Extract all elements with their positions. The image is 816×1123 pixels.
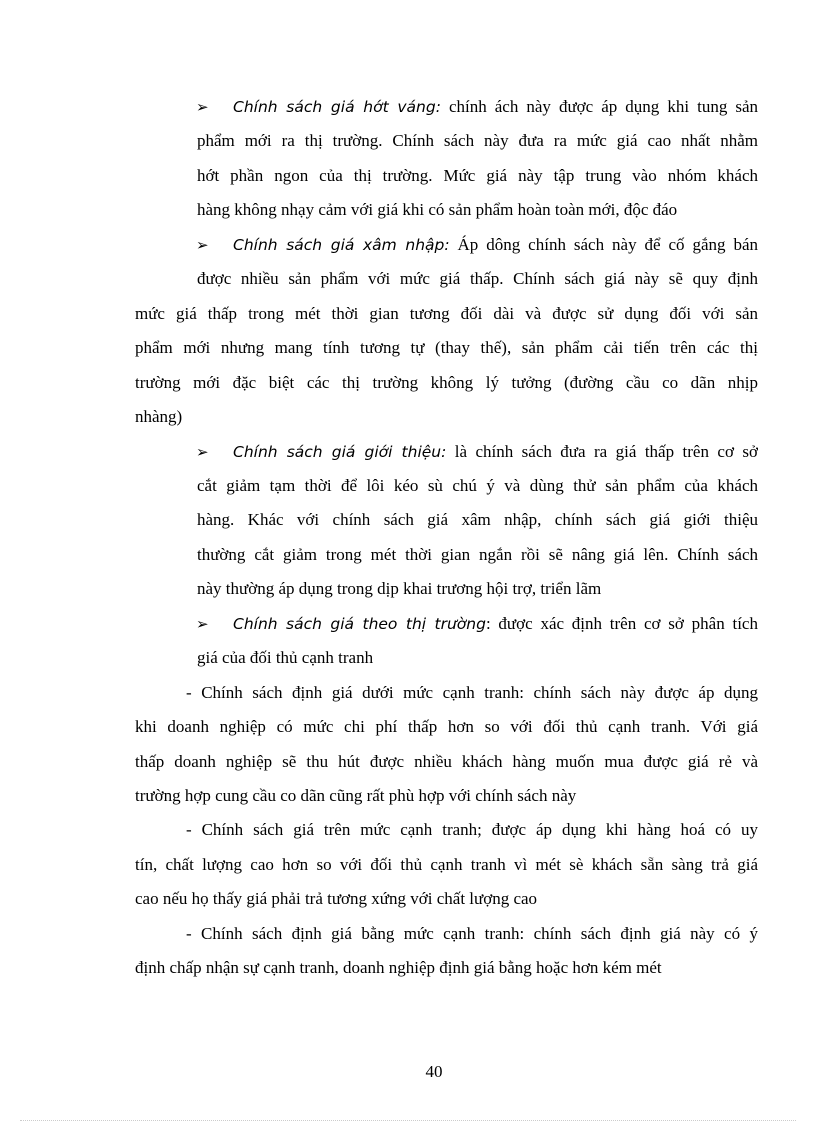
text-line <box>197 166 758 186</box>
bullet-arrow-icon: ➢ <box>196 235 209 254</box>
line-text: hàng không nhạy cảm với giá khi có sản phẩm hoàn toàn mới, độc đáo <box>197 200 678 220</box>
text-line <box>197 579 758 599</box>
text-line <box>233 235 758 255</box>
policy-term: Chính sách giá giới thiệu: <box>233 442 447 461</box>
policy-term: Chính sách giá theo thị trường <box>233 614 486 633</box>
text-line <box>186 924 758 944</box>
text-line <box>135 786 758 806</box>
text-line <box>135 752 758 772</box>
text-line <box>197 545 758 565</box>
line-text: Áp dông chính sách này để cố gắng bán <box>449 234 758 254</box>
line-text: được nhiều sản phẩm với mức giá thấp. Chính sách giá này sẽ quy định <box>197 269 758 289</box>
line-text: phẩm mới nhưng mang tính tương tự (thay thế), sản phẩm cải tiến trên các thị <box>135 338 758 358</box>
text-line <box>135 407 758 427</box>
line-text: là chính sách đưa ra giá thấp trên cơ sở <box>446 441 758 461</box>
text-line <box>186 820 758 840</box>
policy-term: Chính sách giá hớt váng: <box>233 98 441 116</box>
line-text: định chấp nhận sự cạnh tranh, doanh nghiệp định giá bằng hoặc hơn kém mét <box>135 958 662 978</box>
text-line <box>197 200 758 220</box>
text-line <box>135 338 758 358</box>
line-text: hàng. Khác với chính sách giá xâm nhập, chính sách giá giới thiệu <box>197 510 758 530</box>
page-bottom-rule <box>20 1120 796 1121</box>
text-line <box>233 97 758 117</box>
line-text: chính ách này được áp dụng khi tung sản <box>440 97 758 116</box>
line-text: phẩm mới ra thị trường. Chính sách này đưa ra mức giá cao nhất nhằm <box>197 131 758 151</box>
line-text: thấp doanh nghiệp sẽ thu hút được nhiều khách hàng muốn mua được giá rẻ và <box>135 751 758 771</box>
text-line <box>197 269 758 289</box>
line-text: trường hợp cung cầu co dãn cũng rất phù hợp với chính sách này <box>135 786 577 805</box>
text-line <box>135 889 758 909</box>
line-text: tín, chất lượng cao hơn so với đối thủ cạnh tranh vì mét sè khách sẵn sàng trả giá <box>135 854 758 874</box>
line-text: - Chính sách định giá bằng mức cạnh tranh: chính sách định giá này có ý <box>186 923 758 943</box>
line-text: này thường áp dụng trong dịp khai trương hội trợ, triển lãm <box>197 579 602 599</box>
line-text: - Chính sách giá trên mức cạnh tranh; được áp dụng khi hàng hoá có uy <box>186 820 758 840</box>
text-line <box>233 614 758 634</box>
line-text: hớt phần ngon của thị trường. Mức giá này tập trung vào nhóm khách <box>197 165 758 185</box>
line-text: cao nếu họ thấy giá phải trả tương xứng với chất lượng cao <box>135 889 538 909</box>
text-line <box>135 958 758 978</box>
bullet-arrow-icon: ➢ <box>196 442 209 461</box>
text-line <box>197 476 758 496</box>
line-text: khi doanh nghiệp có mức chi phí thấp hơn so với đối thủ cạnh tranh. Với giá <box>135 717 758 737</box>
text-line <box>135 855 758 875</box>
text-line <box>135 717 758 737</box>
text-line <box>186 683 758 703</box>
text-line <box>197 648 758 668</box>
line-text: - Chính sách định giá dưới mức cạnh tranh: chính sách này được áp dụng <box>186 682 758 702</box>
page-number: 40 <box>425 1062 443 1081</box>
text-line <box>135 304 758 324</box>
text-line <box>197 510 758 530</box>
text-line <box>197 131 758 151</box>
bullet-arrow-icon: ➢ <box>196 98 209 116</box>
policy-term: Chính sách giá xâm nhập: <box>233 235 450 254</box>
text-line <box>135 373 758 393</box>
line-text: : được xác định trên cơ sở phân tích <box>485 613 758 633</box>
line-text: giá của đối thủ cạnh tranh <box>197 648 374 668</box>
line-text: trường mới đặc biệt các thị trường không lý tưởng (đường cầu co dãn nhịp <box>135 372 758 392</box>
line-text: cắt giảm tạm thời để lôi kéo sù chú ý và dùng thử sản phẩm của khách <box>197 475 758 495</box>
line-text: mức giá thấp trong mét thời gian tương đối dài và được sử dụng đối với sản <box>135 303 758 323</box>
text-line <box>233 442 758 462</box>
line-text: thường cắt giảm trong mét thời gian ngắn rồi sẽ nâng giá lên. Chính sách <box>197 544 758 564</box>
line-text: nhàng) <box>135 407 183 427</box>
bullet-arrow-icon: ➢ <box>196 614 209 633</box>
